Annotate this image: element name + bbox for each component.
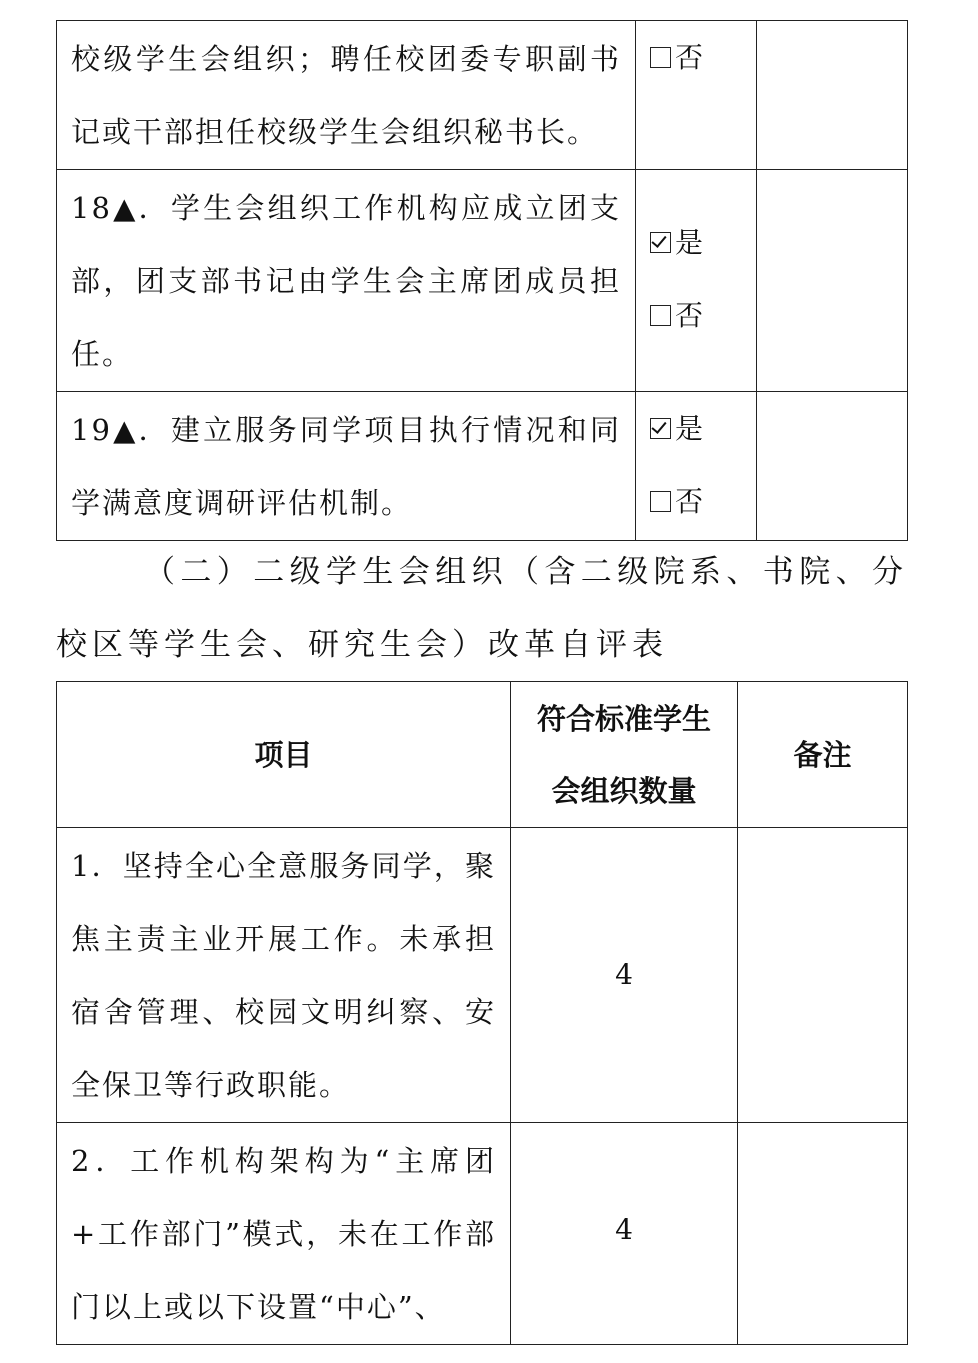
- item-text: 19▲．建立服务同学项目执行情况和同学满意度调研评估机制。: [71, 413, 621, 520]
- item-cell: [57, 392, 636, 541]
- note-cell: [757, 170, 908, 392]
- item-text: 校级学生会组织；聘任校团委专职副书记或干部担任校级学生会组织秘书长。: [71, 42, 621, 149]
- note-cell: [757, 21, 908, 170]
- section-heading: （二）二级学生会组织（含二级院系、书院、分校区等学生会、研究生会）改革自评表: [56, 554, 908, 663]
- note-cell: [738, 1123, 908, 1345]
- option-cell: [636, 21, 757, 170]
- self-evaluation-table: [56, 681, 908, 1345]
- option-label: 是: [675, 412, 704, 445]
- option-no[interactable]: [636, 279, 756, 352]
- table-row: [57, 170, 908, 392]
- checkbox-icon[interactable]: [650, 491, 671, 512]
- option-cell: [636, 392, 757, 541]
- option-label: 否: [675, 299, 704, 332]
- note-cell: [738, 828, 908, 1123]
- option-label: 是: [675, 226, 704, 259]
- checkbox-icon[interactable]: [650, 305, 671, 326]
- option-yes[interactable]: [636, 392, 756, 465]
- checked-checkbox-icon[interactable]: [650, 418, 671, 439]
- table-row: [57, 828, 908, 1123]
- option-cell: [636, 170, 757, 392]
- option-label: 否: [675, 485, 704, 518]
- table-header-row: [57, 682, 908, 828]
- item-cell: [57, 21, 636, 170]
- option-label: 否: [675, 41, 704, 74]
- count-cell: [511, 828, 738, 1123]
- checklist-table: [56, 20, 908, 541]
- item-cell: [57, 170, 636, 392]
- checked-checkbox-icon[interactable]: [650, 232, 671, 253]
- table-row: [57, 392, 908, 541]
- option-no[interactable]: [636, 465, 756, 538]
- header-count: 符合标准学生会组织数量: [511, 682, 738, 828]
- checkbox-icon[interactable]: [650, 47, 671, 68]
- note-cell: [757, 392, 908, 541]
- item-text: 18▲．学生会组织工作机构应成立团支部，团支部书记由学生会主席团成员担任。: [71, 191, 621, 371]
- count-cell: [511, 1123, 738, 1345]
- item-text: 1．坚持全心全意服务同学，聚焦主责主业开展工作。未承担宿舍管理、校园文明纠察、安全保卫等行政职能。: [71, 849, 496, 1102]
- option-no[interactable]: [636, 21, 756, 94]
- option-yes[interactable]: [636, 206, 756, 279]
- item-cell: [57, 828, 511, 1123]
- table-row: [57, 21, 908, 170]
- count-value: 4: [615, 958, 633, 991]
- count-value: 4: [615, 1213, 633, 1246]
- header-note: 备注: [738, 682, 908, 828]
- item-cell: [57, 1123, 511, 1345]
- header-item: 项目: [57, 682, 511, 828]
- table-row: [57, 1123, 908, 1345]
- item-text: 2．工作机构架构为“主席团+工作部门”模式，未在工作部门以上或以下设置“中心”、: [71, 1144, 496, 1324]
